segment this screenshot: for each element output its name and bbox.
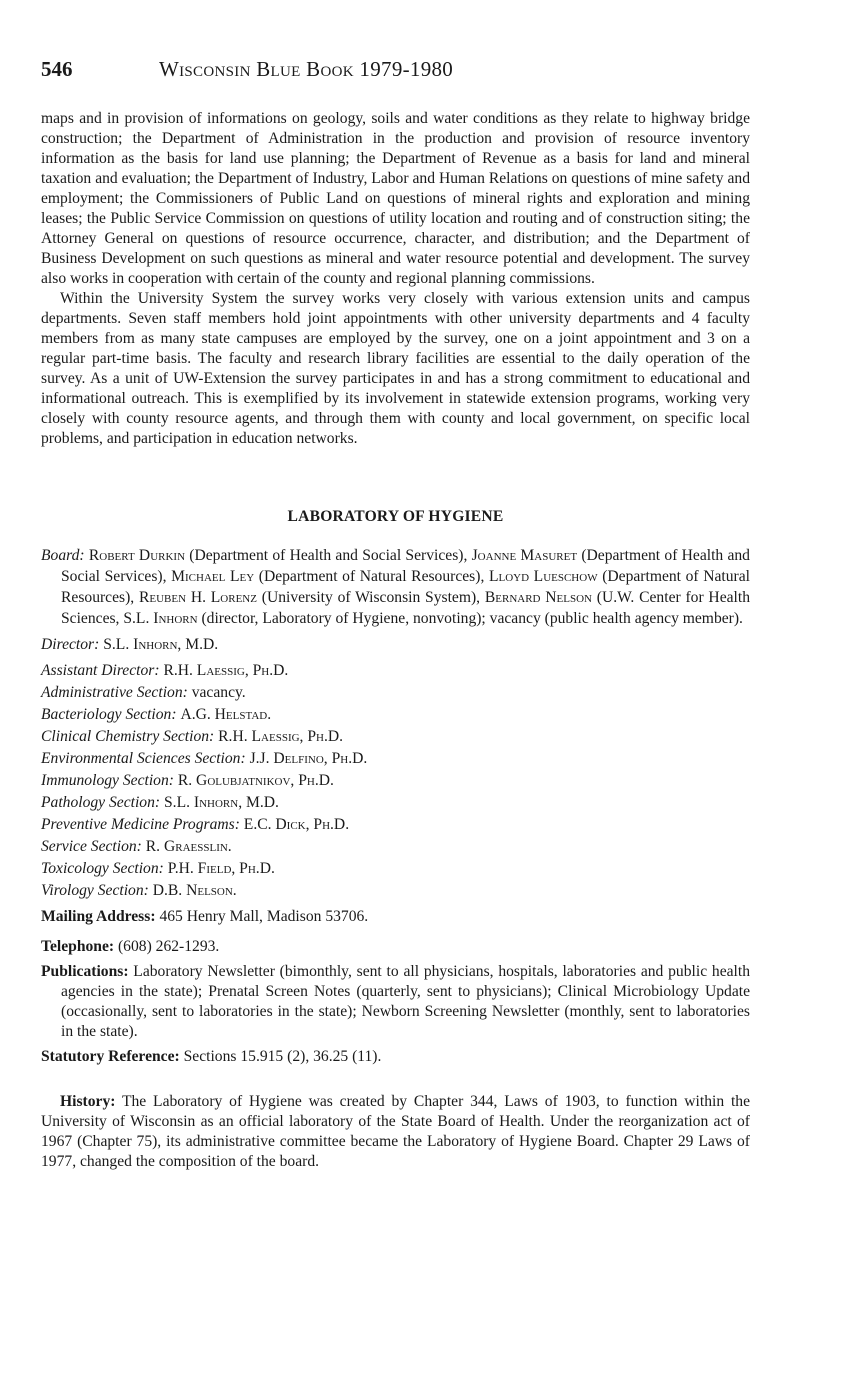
staff-entry: [41, 748, 750, 770]
page-number: 546: [41, 57, 73, 81]
page-body: [41, 109, 750, 1172]
staff-name: D.B. Nelson.: [152, 882, 237, 899]
book-title: Wisconsin Blue Book 1979-1980: [159, 57, 454, 81]
history-text: The Laboratory of Hygiene was created by Chapter 344, Laws of 1903, to function within the University of Wisconsin as an official laboratory of the State Board of Health. Under the reorganization act of 1967 (Chapter 75), its administrative committee became the Laboratory of Hygiene Board. Chapter 29 Laws of 1977, changed the composition of the board.: [41, 1093, 750, 1170]
staff-role: Immunology Section:: [41, 772, 174, 789]
telephone-entry: [41, 936, 750, 957]
staff-entry: [41, 770, 750, 792]
board-member-name: Michael Ley: [171, 568, 255, 585]
board-member-affiliation: (Department of Health and Social Services),: [185, 547, 472, 564]
publications-entry: [41, 962, 750, 1042]
section-heading: LABORATORY OF HYGIENE: [287, 508, 504, 525]
staff-role: Administrative Section:: [41, 684, 188, 701]
board-member-affiliation: (University of Wisconsin System),: [256, 589, 485, 606]
staff-role: Virology Section:: [41, 882, 149, 899]
board-member-name: Joanne Masuret: [471, 547, 578, 564]
publications-value: Laboratory Newsletter (bimonthly, sent to all physicians, hospitals, laboratories and public health agencies in the state); Prenatal Screen Notes (quarterly, sent to physicians); Clinical Microbiology Update (occasionally, sent to laboratories in the state); Newborn Screening Newsletter (monthly, sent to laboratories in the state).: [61, 963, 750, 1040]
board-member-affiliation: (Department of Natural Resources),: [61, 568, 750, 606]
staff-role: Pathology Section:: [41, 794, 161, 811]
mailing-address-label: Mailing Address:: [41, 908, 156, 925]
staff-role: Environmental Sciences Section:: [41, 750, 246, 767]
board-member-affiliation: (Department of Health and Social Services),: [61, 547, 750, 585]
staff-entry: [41, 836, 750, 858]
staff-name: P.H. Field, Ph.D.: [167, 860, 275, 877]
staff-name: R. Graesslin.: [145, 838, 232, 855]
staff-name: J.J. Delfino, Ph.D.: [249, 750, 368, 767]
board-member-affiliation: (director, Laboratory of Hygiene, nonvoting); vacancy (public health agency member).: [197, 610, 743, 627]
staff-role: Clinical Chemistry Section:: [41, 728, 215, 745]
staff-name: R.H. Laessig, Ph.D.: [163, 662, 289, 679]
statutory-reference-value: Sections 15.915 (2), 36.25 (11).: [183, 1048, 382, 1065]
staff-entry: [41, 726, 750, 748]
running-header: [41, 56, 801, 82]
board-member-name: S.L. Inhorn: [123, 610, 198, 627]
board-member-name: Lloyd Lueschow: [488, 568, 598, 585]
director-entry: [41, 634, 750, 655]
history-paragraph: [41, 1092, 750, 1172]
board-label: Board:: [41, 547, 85, 564]
staff-entry: [41, 792, 750, 814]
staff-name: R.H. Laessig, Ph.D.: [218, 728, 344, 745]
staff-name: R. Golubjatnikov, Ph.D.: [177, 772, 334, 789]
statutory-reference-entry: [41, 1046, 750, 1067]
board-member-name: Robert Durkin: [88, 547, 186, 564]
board-member-name: Reuben H. Lorenz: [138, 589, 257, 606]
mailing-address-entry: [41, 906, 750, 927]
staff-role: Assistant Director:: [41, 662, 160, 679]
director-value: S.L. Inhorn, M.D.: [103, 636, 219, 653]
staff-entry: [41, 660, 750, 682]
history-label: History:: [60, 1093, 116, 1110]
board-member-name: Bernard Nelson: [484, 589, 592, 606]
statutory-reference-label: Statutory Reference:: [41, 1048, 180, 1065]
telephone-label: Telephone:: [41, 938, 115, 955]
staff-role: Preventive Medicine Programs:: [41, 816, 240, 833]
director-label: Director:: [41, 636, 100, 653]
staff-entry: [41, 880, 750, 902]
telephone-value: (608) 262-1293.: [117, 938, 220, 955]
section-staff-list: [41, 660, 750, 902]
board-entry: [41, 545, 750, 629]
staff-entry: [41, 704, 750, 726]
staff-name: S.L. Inhorn, M.D.: [164, 794, 279, 811]
board-member-affiliation: (U.W. Center for Health Sciences,: [61, 589, 751, 627]
staff-role: Service Section:: [41, 838, 142, 855]
staff-entry: [41, 814, 750, 836]
intro-paragraph-2: Within the University System the survey works very closely with various extension units and campus departments. Seven staff members hold joint appointments with other university departments and 4 faculty members from as many state campuses are employed by the survey, one on a joint appointment and 3 on a regular part-time basis. The faculty and research library facilities are essential to the daily operation of the survey. As a unit of UW-Extension the survey participates in and has a strong commitment to educational and informational outreach. This is exemplified by its involvement in statewide extension programs, working very closely with county resource agents, and through them with county and local government, on specific local problems, and participation in education networks.: [41, 290, 750, 447]
staff-role: Toxicology Section:: [41, 860, 164, 877]
staff-role: Bacteriology Section:: [41, 706, 177, 723]
staff-entry: [41, 858, 750, 880]
staff-name: vacancy.: [191, 684, 246, 701]
staff-name: A.G. Helstad.: [180, 706, 272, 723]
publications-label: Publications:: [41, 963, 129, 980]
mailing-address-value: 465 Henry Mall, Madison 53706.: [159, 908, 369, 925]
board-member-affiliation: (Department of Natural Resources),: [254, 568, 489, 585]
intro-paragraph-1: maps and in provision of informations on geology, soils and water conditions as they relate to highway bridge construction; the Department of Administration in the production and provision of resource inventory information as the basis for land use planning; the Department of Revenue as a basis for land and mineral taxation and evaluation; the Department of Industry, Labor and Human Relations on questions of mine safety and employment; the Commissioners of Public Land on questions of mineral rights and exploration and mining leases; the Public Service Commission on questions of utility location and routing and of construction siting; the Attorney General on questions of resource occurrence, character, and distribution; and the Department of Business Development on such questions as mineral and water resource potential and development. The survey also works in cooperation with certain of the county and regional planning commissions.: [41, 110, 750, 287]
staff-name: E.C. Dick, Ph.D.: [243, 816, 350, 833]
staff-entry: [41, 682, 750, 704]
